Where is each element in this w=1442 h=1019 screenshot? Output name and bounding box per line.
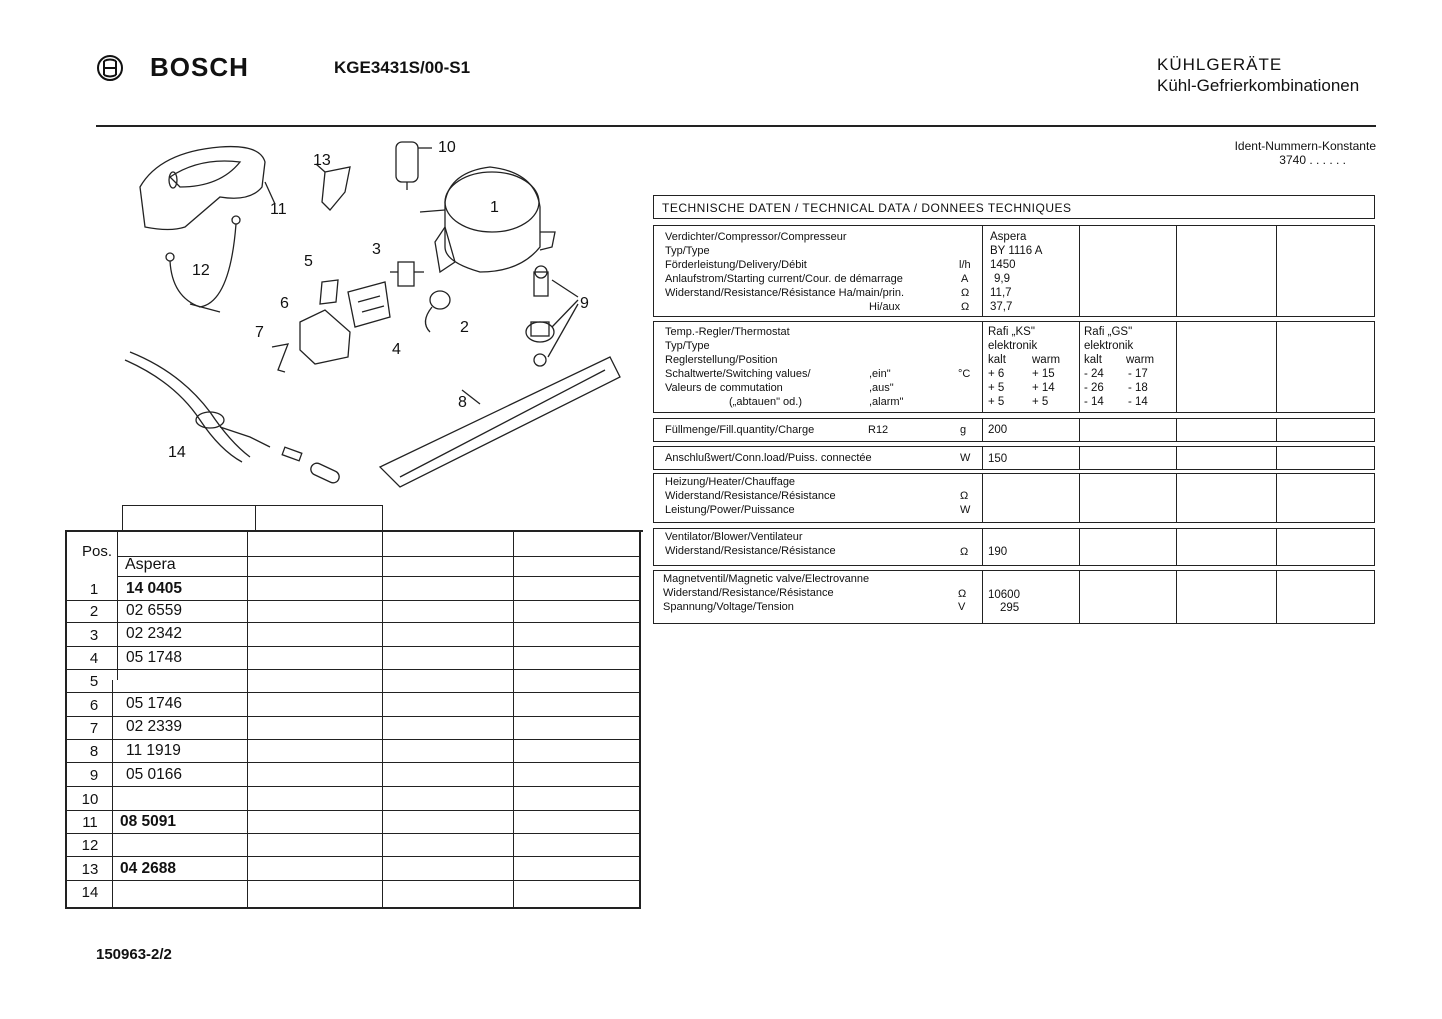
model-number: KGE3431S/00-S1 [334,58,471,77]
heater-power-label: Leistung/Power/Puissance [665,504,795,516]
thermostat-2-on-kalt: - 24 [1084,368,1104,380]
unit-ohm: Ω [958,588,967,600]
valve-resistance-value: 10600 [988,589,1020,601]
compressor-main-resistance: 11,7 [990,287,1012,299]
thermostat-1-type: elektronik [988,340,1038,352]
thermostat-2-warm: warm [1126,354,1155,366]
thermostat-2-kalt: kalt [1084,354,1102,366]
thermostat-2-off-kalt: - 26 [1084,382,1104,394]
callout-7: 7 [255,324,264,341]
compressor-label: Verdichter/Compressor/Compresseur [665,231,847,243]
pos-4: 4 [89,650,99,667]
thermostat-box [653,321,1375,413]
thermostat-2-alarm-kalt: - 14 [1084,396,1104,408]
refrigerant: R12 [868,424,889,436]
callout-1: 1 [490,199,499,216]
unit-ohm: Ω [960,546,969,558]
part-number-8: 11 1919 [126,742,181,759]
pos-8: 8 [89,743,99,760]
compressor-aux-resistance: 37,7 [990,301,1013,313]
compressor-box [653,225,1375,317]
blower-box [653,528,1375,566]
thermostat-2-alarm-warm: - 14 [1128,396,1148,408]
magnetic-valve-box [653,570,1375,624]
compressor-aux-resistance-label: Hi/aux [869,301,901,313]
document-number: 150963-2/2 [96,946,172,963]
callout-8: 8 [458,394,467,411]
unit-v: V [958,601,966,613]
thermostat-2-on-warm: - 17 [1128,368,1148,380]
ident-label: Ident-Nummern-Konstante [1234,139,1376,153]
heater-resistance-label: Widerstand/Resistance/Résistance [665,490,836,502]
pos-3: 3 [89,627,99,644]
blower-resistance-value: 190 [988,546,1008,558]
connected-load-box [653,446,1375,470]
ident-value: 3740 . . . . . . [1279,153,1346,167]
valve-label: Magnetventil/Magnetic valve/Electrovanne [663,573,870,585]
blower-resistance-label: Widerstand/Resistance/Résistance [665,545,836,557]
connected-load-label: Anschlußwert/Conn.load/Puiss. connectée [665,452,872,464]
thermostat-2-name: Rafi „GS" [1084,326,1133,338]
part-number-13: 04 2688 [120,860,177,877]
unit-w: W [960,452,971,464]
thermostat-2-off-warm: - 18 [1128,382,1148,394]
callout-12: 12 [192,262,210,279]
compressor-type: BY 1116 A [990,245,1043,257]
thermostat-1-kalt: kalt [988,354,1006,366]
callout-10: 10 [438,139,456,156]
compressor-current: 9,9 [994,273,1010,285]
pos-1: 1 [89,581,99,598]
part-number-4: 05 1748 [126,649,183,666]
part-number-1: 14 0405 [126,580,183,597]
callout-3: 3 [372,241,381,258]
callout-9: 9 [580,295,589,312]
compressor-maker: Aspera [990,231,1027,243]
pos-6: 6 [89,697,99,714]
unit-g: g [960,424,967,436]
pos-9: 9 [89,767,99,784]
defrost-label: („abtauen" od.) [729,396,803,408]
thermostat-1-name: Rafi „KS" [988,326,1035,338]
pos-5: 5 [89,673,99,690]
fill-quantity-value: 200 [988,424,1008,436]
thermostat-1-off-kalt: + 5 [988,382,1005,394]
category-title: KÜHLGERÄTE [1157,55,1283,74]
pos-2: 2 [89,603,99,620]
thermostat-1-on-warm: + 15 [1032,368,1055,380]
heater-label: Heizung/Heater/Chauffage [665,476,796,488]
thermostat-label: Temp.-Regler/Thermostat [665,326,790,338]
pos-7: 7 [89,720,99,737]
unit-ohm: Ω [961,301,970,313]
state-alarm: ,alarm" [869,396,904,408]
header-divider [96,125,1376,127]
thermostat-1-warm: warm [1032,354,1061,366]
compressor-delivery-label: Förderleistung/Delivery/Débit [665,259,807,271]
switching-values-label: Schaltwerte/Switching values/ [665,368,811,380]
callout-4: 4 [392,341,401,358]
part-number-7: 02 2339 [126,718,183,735]
fill-quantity-label: Füllmenge/Fill.quantity/Charge [665,424,815,436]
blower-label: Ventilator/Blower/Ventilateur [665,531,803,543]
unit-ohm: Ω [960,490,969,502]
callout-11: 11 [270,201,287,218]
pos-14: 14 [81,884,99,901]
tech-data-title: TECHNISCHE DATEN / TECHNICAL DATA / DONNEES TECHNIQUES [662,201,1072,215]
state-off: ,aus" [869,382,894,394]
compressor-delivery: 1450 [990,259,1016,271]
connected-load-value: 150 [988,453,1008,465]
heater-box [653,473,1375,523]
compressor-main-resistance-label: Widerstand/Resistance/Résistance Ha/main/prin. [665,287,905,299]
commutation-label: Valeurs de commutation [665,382,783,394]
thermostat-2-type: elektronik [1084,340,1134,352]
aspera-header: Aspera [125,556,176,573]
pos-12: 12 [81,837,99,854]
state-on: ,ein" [869,368,891,380]
part-number-11: 08 5091 [120,813,177,830]
part-number-6: 05 1746 [126,695,183,712]
valve-resistance-label: Widerstand/Resistance/Résistance [663,587,834,599]
tech-data-title-box [653,195,1375,219]
pos-11: 11 [82,814,98,831]
thermostat-1-off-warm: + 14 [1032,382,1055,394]
unit-celsius: °C [958,368,971,380]
valve-voltage-label: Spannung/Voltage/Tension [663,601,794,613]
unit-ohm: Ω [961,287,970,299]
part-number-9: 05 0166 [126,766,183,783]
pos-13: 13 [81,861,99,878]
pos-10: 10 [81,791,99,808]
thermostat-1-on-kalt: + 6 [988,368,1005,380]
part-number-3: 02 2342 [126,625,183,642]
thermostat-1-alarm-kalt: + 5 [988,396,1005,408]
thermostat-1-alarm-warm: + 5 [1032,396,1049,408]
brand-name: BOSCH [150,52,249,82]
category-subtitle: Kühl-Gefrierkombinationen [1157,76,1360,95]
fill-quantity-box [653,418,1375,442]
thermostat-position-label: Reglerstellung/Position [665,354,778,366]
callout-5: 5 [304,253,313,270]
compressor-current-label: Anlaufstrom/Starting current/Cour. de démarrage [665,273,903,285]
compressor-type-label: Typ/Type [665,245,710,257]
callout-6: 6 [280,295,289,312]
exploded-parts-drawing [100,132,640,502]
unit-lh: l/h [959,259,971,271]
part-number-2: 02 6559 [126,602,183,619]
callout-13: 13 [313,152,331,169]
callout-2: 2 [460,319,469,336]
unit-a: A [961,273,969,285]
callout-14: 14 [168,444,186,461]
unit-w: W [960,504,971,516]
pos-header: Pos. [82,543,113,560]
thermostat-type-label: Typ/Type [665,340,710,352]
bosch-logo-icon [96,54,124,82]
valve-voltage-value: 295 [1000,602,1020,614]
